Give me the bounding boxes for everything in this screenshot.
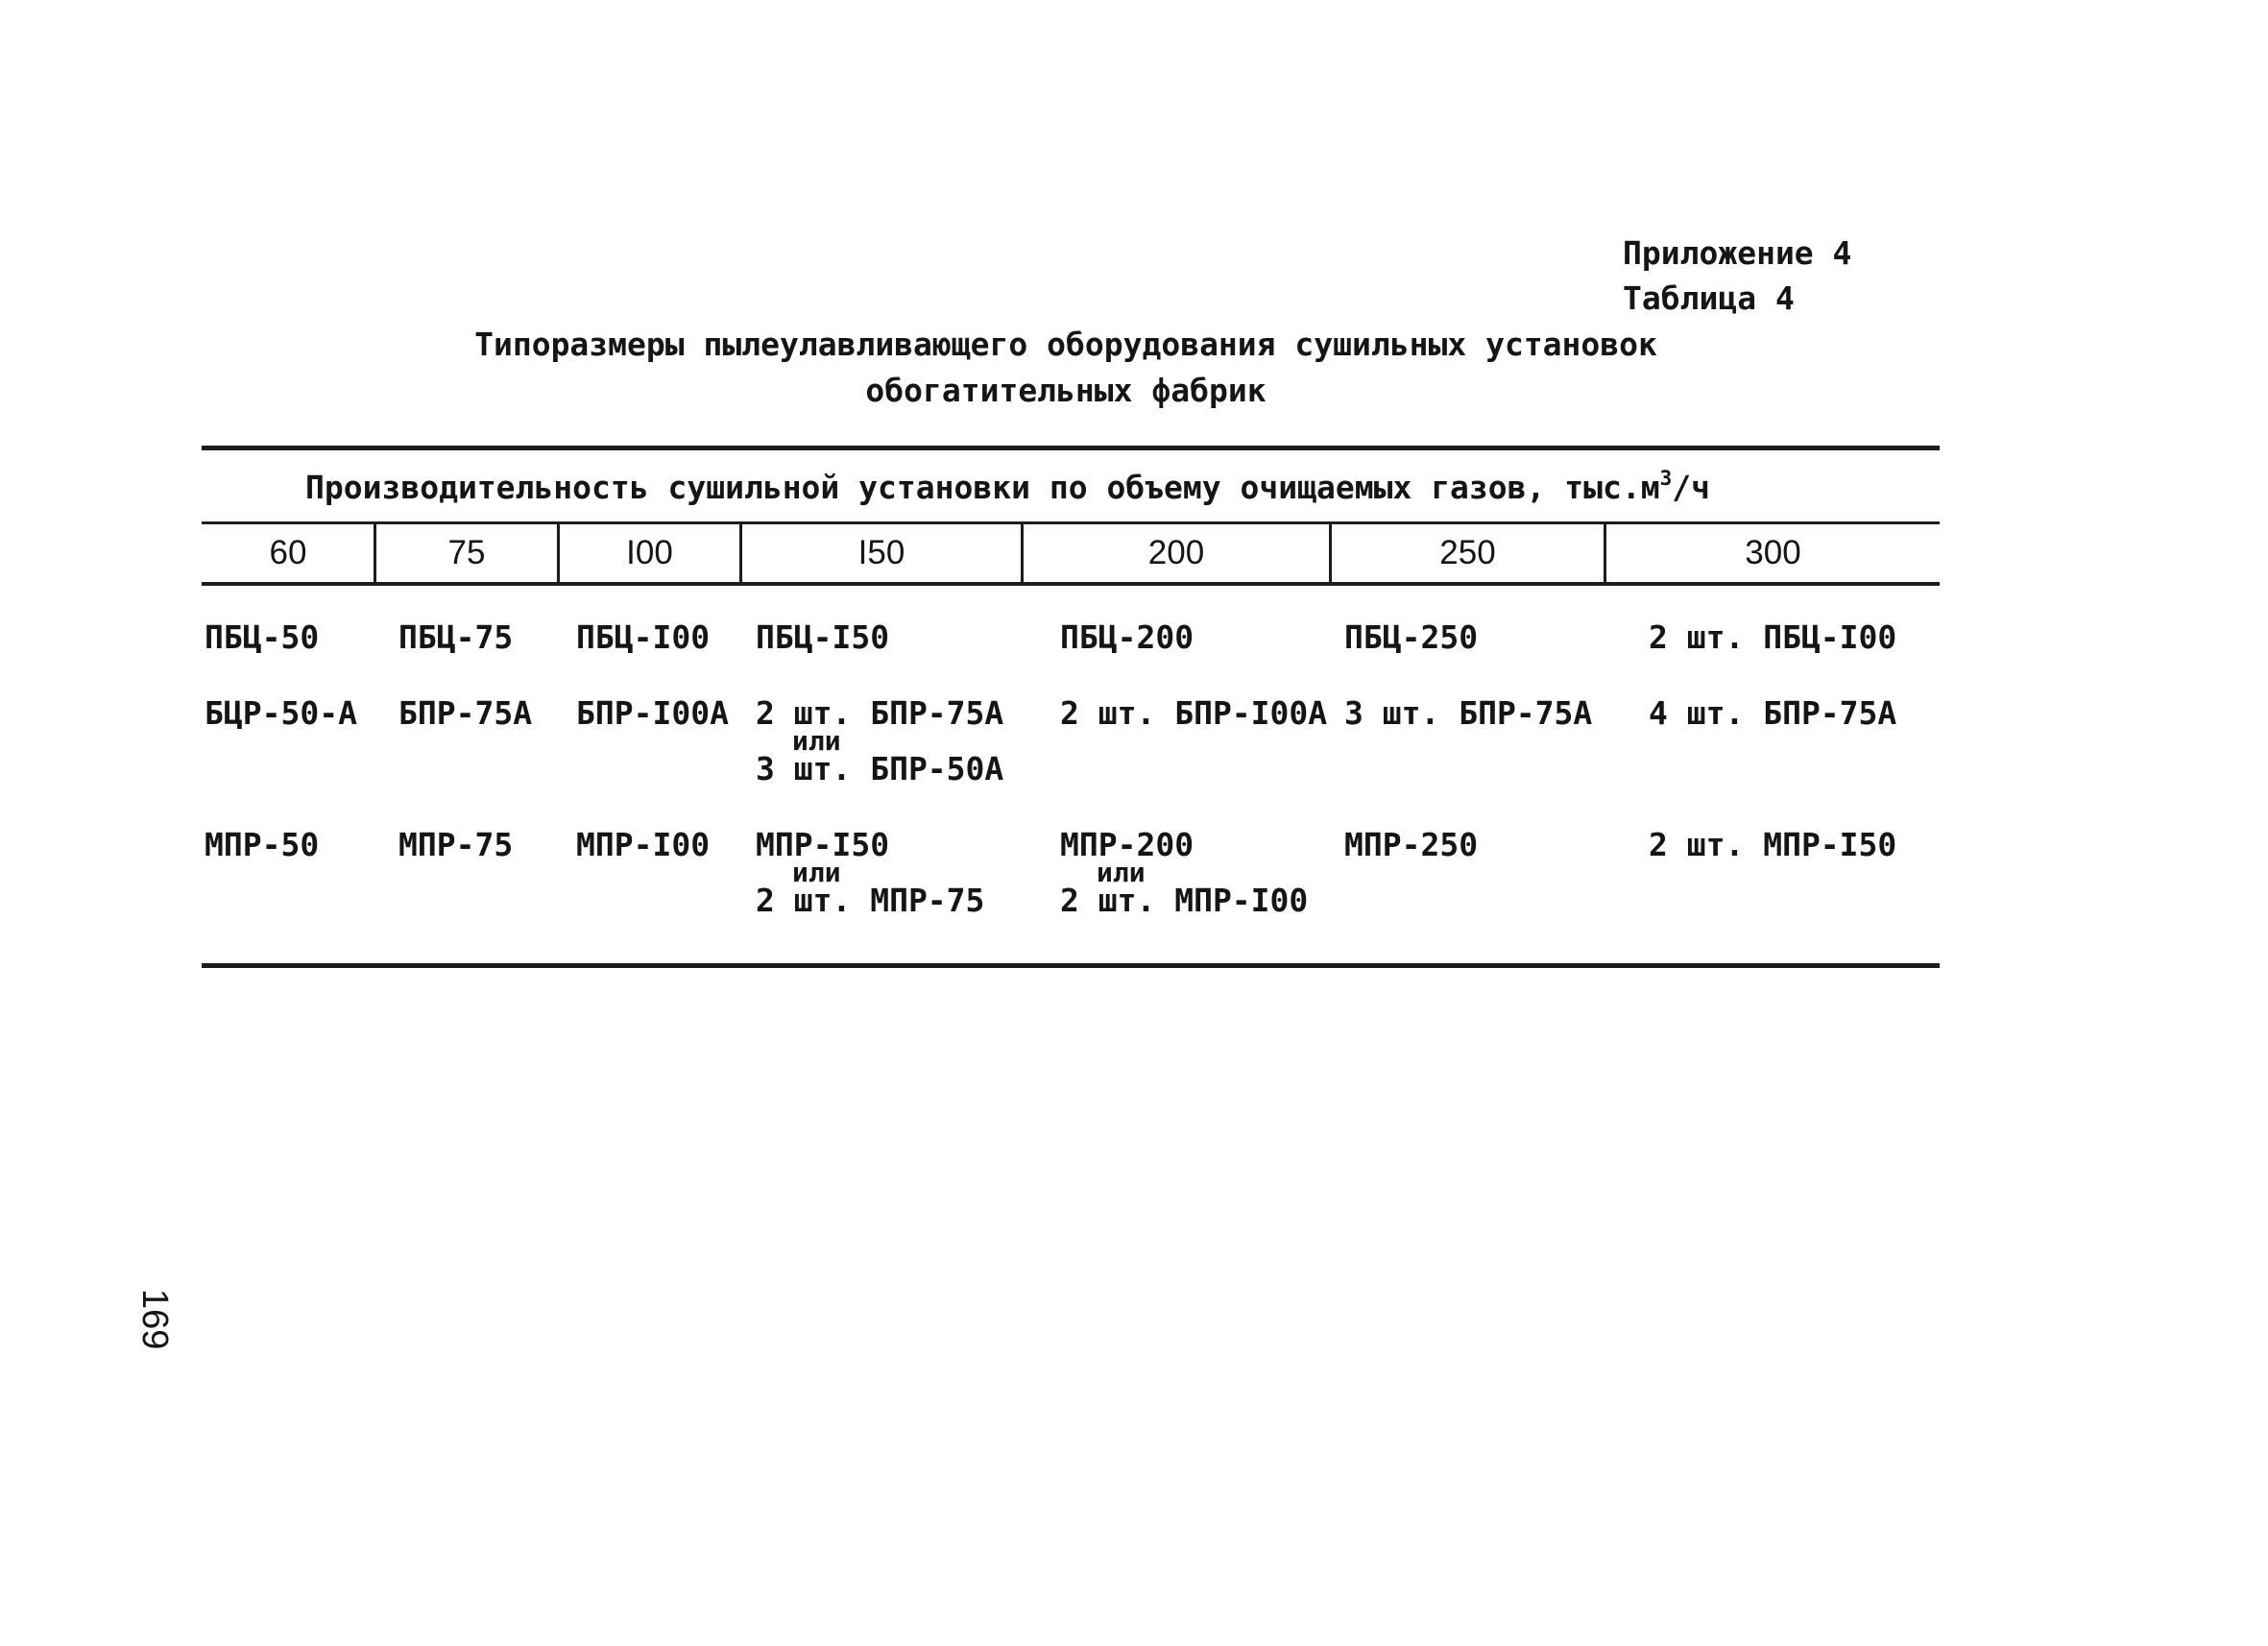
table-cell — [576, 826, 711, 863]
cell-line: 4 шт. БПР-75А — [1649, 694, 1897, 732]
cell-line: 2 шт. МПР-75 — [756, 882, 985, 919]
table-cell — [1060, 618, 1194, 656]
cell-line: ПБЦ-75 — [398, 618, 514, 656]
table-cell — [756, 694, 1004, 787]
table-cell — [1060, 826, 1309, 919]
table-cell — [205, 618, 320, 656]
column-header-200: 200 — [1147, 534, 1205, 571]
group-header-superscript: 3 — [1659, 467, 1673, 490]
table-cell — [1649, 826, 1897, 863]
cell-line: ПБЦ-I00 — [576, 618, 711, 656]
table-title — [202, 322, 1930, 414]
column-header-60: 60 — [269, 534, 307, 571]
table-number: Таблица 4 — [1623, 279, 1795, 317]
column-header-300: 300 — [1745, 534, 1801, 571]
column-header-75: 75 — [447, 534, 486, 571]
table-cell — [205, 826, 320, 863]
cell-line: МПР-I00 — [576, 826, 711, 863]
cell-line: 2 шт. МПР-I00 — [1060, 882, 1309, 919]
cell-line: 2 шт. БПР-75А — [756, 694, 1004, 732]
appendix-label — [1623, 230, 1851, 321]
cell-line: МПР-I50 — [756, 826, 890, 863]
table-title-line-1: Типоразмеры пылеулавливающего оборудования сушильных установок — [474, 326, 1657, 363]
table-cell — [756, 618, 890, 656]
cell-line: МПР-200 — [1060, 826, 1194, 863]
cell-line: 2 шт. БПР-I00А — [1060, 694, 1328, 732]
cell-line: ПБЦ-250 — [1344, 618, 1479, 656]
cell-line: ПБЦ-200 — [1060, 618, 1194, 656]
table-cell — [1344, 826, 1479, 863]
cell-line: МПР-75 — [398, 826, 514, 863]
group-header — [305, 469, 1710, 506]
table-bottom-rule — [202, 963, 1940, 968]
column-header-rule — [202, 582, 1940, 586]
cell-line: 3 шт. БПР-50А — [756, 750, 1004, 787]
column-header-150: I50 — [857, 534, 905, 571]
group-header-suffix: /ч — [1672, 469, 1711, 506]
table-cell — [398, 694, 533, 732]
cell-line: 2 шт. ПБЦ-I00 — [1649, 618, 1897, 656]
cell-line: ПБЦ-I50 — [756, 618, 890, 656]
cell-line: БЦР-50-А — [205, 694, 357, 732]
cell-line-or: или — [1097, 857, 1146, 888]
table-cell — [1649, 618, 1897, 656]
table-top-rule — [202, 446, 1940, 450]
table-cell — [576, 618, 711, 656]
table-cell — [398, 826, 514, 863]
group-header-text: Производительность сушильной установки по объему очищаемых газов, тыс.м — [305, 469, 1660, 506]
column-header-100: I00 — [626, 534, 673, 571]
appendix-number: Приложение 4 — [1623, 234, 1852, 272]
cell-line: ПБЦ-50 — [205, 618, 320, 656]
cell-line: МПР-250 — [1344, 826, 1479, 863]
cell-line: МПР-50 — [205, 826, 320, 863]
cell-line: БПР-I00А — [576, 694, 729, 732]
column-header-250: 250 — [1439, 534, 1496, 571]
table-cell — [205, 694, 357, 732]
cell-line: 3 шт. БПР-75А — [1344, 694, 1593, 732]
table-cell — [756, 826, 985, 919]
table-cell — [1344, 694, 1593, 732]
table-cell — [398, 618, 514, 656]
table-cell — [576, 694, 729, 732]
table-cell — [1344, 618, 1479, 656]
table-cell — [1649, 694, 1897, 732]
cell-line: 2 шт. МПР-I50 — [1649, 826, 1897, 863]
cell-line: БПР-75А — [398, 694, 533, 732]
cell-line-or: или — [792, 857, 841, 888]
table-cell — [1060, 694, 1328, 732]
table-title-line-2: обогатительных фабрик — [865, 372, 1267, 409]
cell-line-or: или — [792, 725, 841, 757]
page-number: 169 — [134, 1289, 175, 1350]
